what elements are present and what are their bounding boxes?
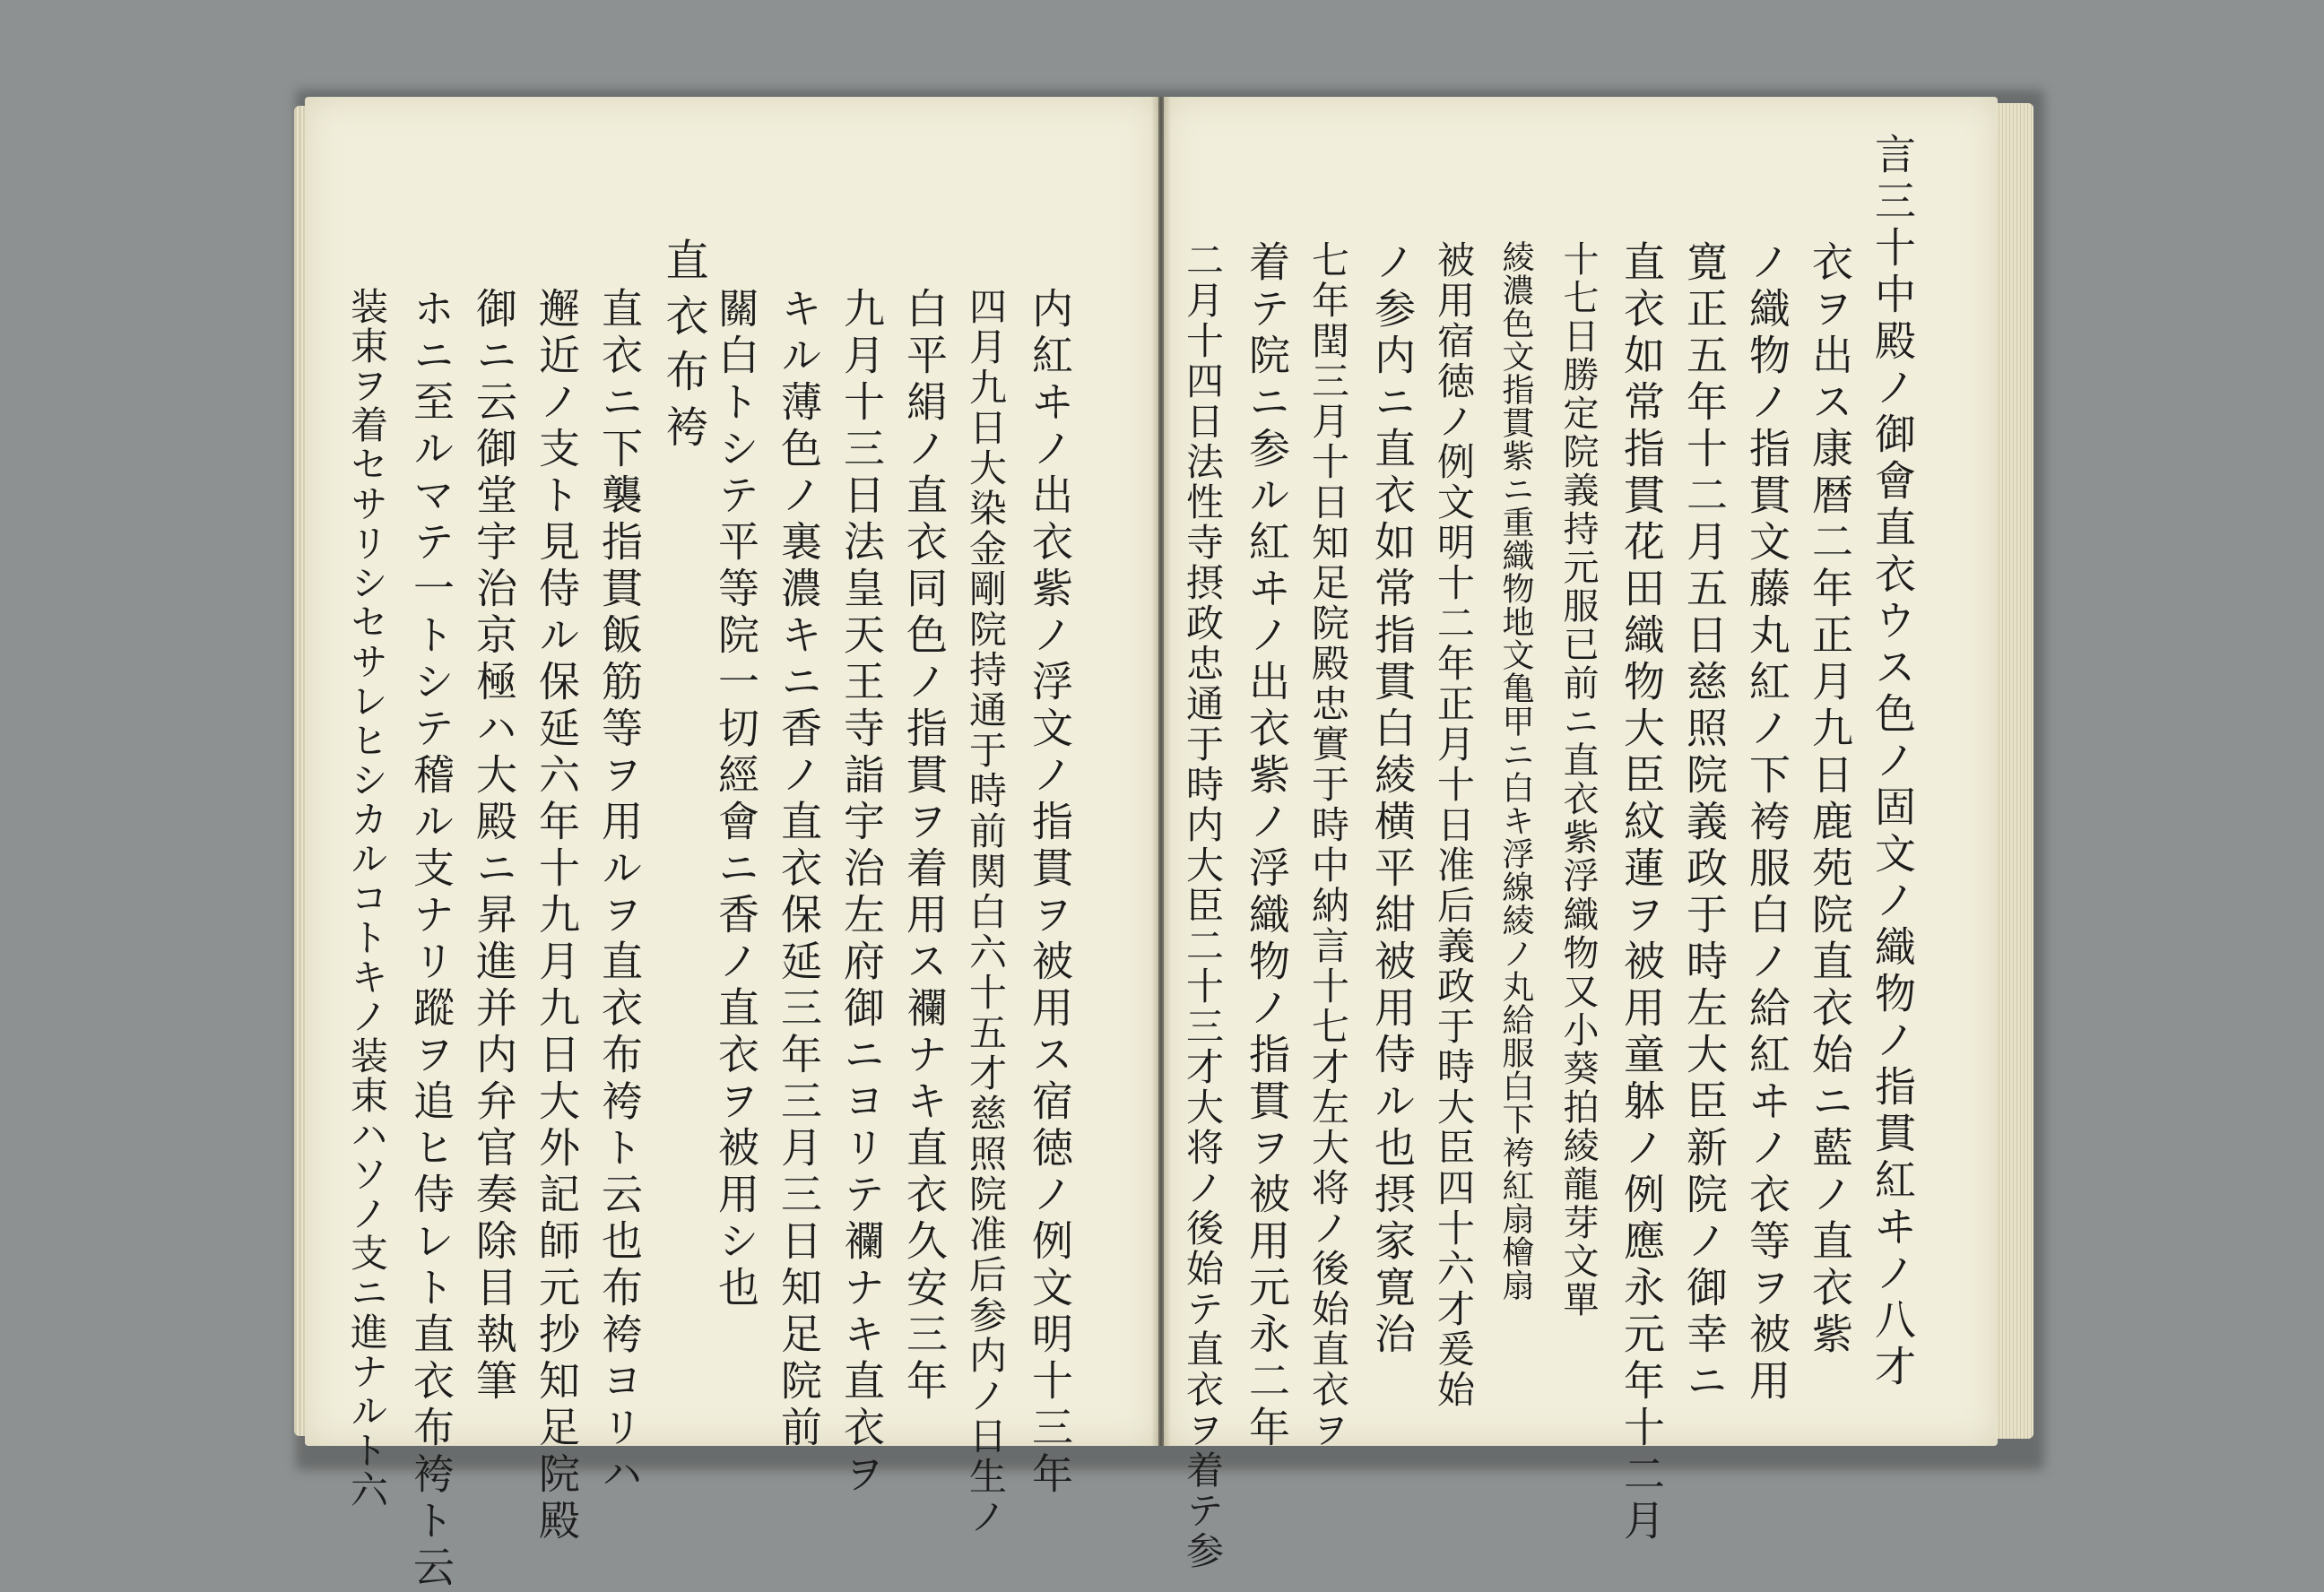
right-page-column-11: 着テ院ニ参ル紅ヰノ出衣紫ノ浮織物ノ指貫ヲ被用元永二年 — [1243, 240, 1291, 1452]
left-page-body-column-2: 邂近ノ支ト見侍ル保延六年十九月九日大外記師元抄知足院殿 — [533, 287, 581, 1545]
right-page-column-2: 衣ヲ出ス康暦二年正月九日鹿苑院直衣始ニ藍ノ直衣紫 — [1806, 240, 1854, 1359]
right-page-column-12: 二月十四日法性寺摂政忠通于時内大臣二十三才大将ノ後始テ直衣ヲ着テ参 — [1181, 240, 1225, 1571]
right-page-column-5: 直衣如常指貫花田織物大臣紋蓮ヲ被用童躰ノ例應永元年十二月 — [1617, 240, 1666, 1545]
left-page-body-column-4: ホニ至ルマテ一トシテ稽ル支ナリ蹤ヲ追ヒ侍レト直衣布袴ト云 — [407, 287, 455, 1592]
left-page-column-5: キル薄色ノ裏濃キニ香ノ直衣保延三年三月三日知足院前 — [775, 287, 823, 1452]
right-page-column-1: 言三十中殿ノ御會直衣ウス色ノ固文ノ織物ノ指貫紅ヰノ八才 — [1869, 133, 1917, 1391]
right-page-column-8: 被用宿徳ノ例文明十二年正月十日准后義政于時大臣四十六才爰始 — [1432, 240, 1476, 1410]
right-page-column-9: ノ参内ニ直衣如常指貫白綾横平紺被用侍ル也摂家寛治 — [1368, 240, 1417, 1359]
left-page-column-6: 關白トシテ平等院一切經會ニ香ノ直衣ヲ被用シ也 — [712, 287, 760, 1312]
left-page-column-4: 九月十三日法皇天王寺詣宇治左府御ニヨリテ襴ナキ直衣ヲ — [837, 287, 886, 1499]
right-page-column-4: 寛正五年十二月五日慈照院義政于時左大臣新院ノ御幸ニ — [1680, 240, 1729, 1406]
left-page-body-column-3: 御ニ云御堂宇治京極ハ大殿ニ昇進并内弁官奏除目執筆 — [470, 287, 518, 1406]
right-page-column-6: 十七日勝定院義持元服已前ニ直衣紫浮織物又小葵拍綾龍芽文單 — [1557, 240, 1599, 1319]
right-page-column-3: ノ織物ノ指貫文藤丸紅ノ下袴服白ノ給紅ヰノ衣等ヲ被用 — [1743, 240, 1791, 1406]
section-heading: 直衣布袴 — [658, 238, 708, 460]
left-page-column-1: 内紅ヰノ出衣紫ノ浮文ノ指貫ヲ被用ス宿徳ノ例文明十三年 — [1026, 287, 1074, 1499]
left-page-body-column-5: 装束ヲ着セサリシセサレヒシカルコトキノ装束ハソノ支ニ進ナルト六 — [345, 287, 389, 1510]
right-page-column-7: 綾濃色文指貫紫ニ重織物地文亀甲ニ白キ浮線綾ノ丸給服白下袴紅扇檜扇 — [1497, 240, 1534, 1302]
right-page-edges — [1996, 103, 2034, 1439]
left-page-column-3: 白平絹ノ直衣同色ノ指貫ヲ着用ス襴ナキ直衣久安三年 — [900, 287, 949, 1406]
left-page-body-column-1: 直衣ニ下襲指貫飯筋等ヲ用ルヲ直衣布袴ト云也布袴ヨリハ — [595, 287, 644, 1499]
right-page-column-10: 七年閏三月十日知足院殿忠實于時中納言十七才左大将ノ後始直衣ヲ — [1306, 240, 1350, 1450]
left-page-column-2: 四月九日大染金剛院持通于時前関白六十五才慈照院准后参内ノ日生ノ — [964, 287, 1008, 1537]
book-gutter — [1151, 97, 1171, 1446]
